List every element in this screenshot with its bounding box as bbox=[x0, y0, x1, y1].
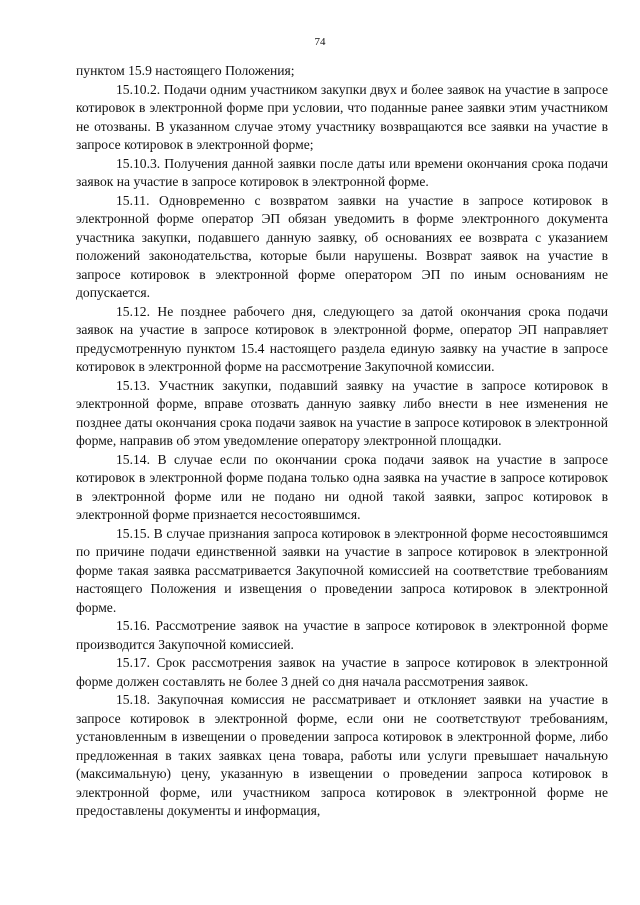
document-body bbox=[76, 62, 608, 821]
paragraph-15-12: 15.12. Не позднее рабочего дня, следующего за датой окончания срока подачи заявок на участие в запросе котировок в электронной форме, оператор ЭП направляет предусмотренную пунктом 15.4 настоящего раздела единую заявку на участие в запросе котировок в электронной форме на рассмотрение Закупочной комиссии. bbox=[76, 303, 608, 374]
page-number: 74 bbox=[314, 36, 326, 48]
paragraph-15-18: 15.18. Закупочная комиссия не рассматривает и отклоняет заявки на участие в запросе котировок в электронной форме, если они не соответствуют требованиям, установленным в извещении о проведении запроса котировок в электронной форме, либо предложенная в таких заявках цена товара, работы или услуги превышает начальную (максимальную) цену, указанную в извещении о проведении запроса котировок в электронной форме, или участником запроса котировок в электронной форме не предоставлены документы и информация, bbox=[76, 692, 608, 818]
paragraph-15-9-continuation: пунктом 15.9 настоящего Положения; bbox=[76, 63, 295, 78]
paragraph-15-13: 15.13. Участник закупки, подавший заявку на участие в запросе котировок в электронной форме, вправе отозвать данную заявку либо внести в нее изменения не позднее даты окончания срока подачи заявок на участие в запросе котировок в электронной форме, направив об этом уведомление оператору электронной площадки. bbox=[76, 377, 608, 448]
paragraph-15-16: 15.16. Рассмотрение заявок на участие в запросе котировок в электронной форме производится Закупочной комиссией. bbox=[76, 618, 608, 652]
paragraph-15-11: 15.11. Одновременно с возвратом заявки на участие в запросе котировок в электронной форме оператор ЭП обязан уведомить в форме электронного документа участника закупки, подавшего данную заявку, об основаниях ее возврата с указанием положений законодательства, которые были нарушены. Возврат заявок на участие в запросе котировок в электронной форме оператором ЭП по иным основаниям не допускается. bbox=[76, 192, 608, 300]
paragraph-15-10-3: 15.10.3. Получения данной заявки после даты или времени окончания срока подачи заявок на участие в запросе котировок в электронной форме. bbox=[76, 155, 608, 189]
paragraph-15-17: 15.17. Срок рассмотрения заявок на участие в запросе котировок в электронной форме должен составлять не более 3 дней со дня начала рассмотрения заявок. bbox=[76, 655, 608, 689]
paragraph-15-15: 15.15. В случае признания запроса котировок в электронной форме несостоявшимся по причине подачи единственной заявки на участие в запросе котировок в электронной форме такая заявка рассматривается Закупочной комиссией на соответствие требованиям настоящего Положения и извещения о проведении запроса котировок в электронной форме. bbox=[76, 525, 608, 615]
paragraph-15-10-2: 15.10.2. Подачи одним участником закупки двух и более заявок на участие в запросе котировок в электронной форме при условии, что поданные ранее заявки этим участником не отозваны. В указанном случае этому участнику возвращаются все заявки на участие в запросе котировок в электронной форме; bbox=[76, 81, 608, 152]
paragraph-15-14: 15.14. В случае если по окончании срока подачи заявок на участие в запросе котировок в электронной форме подана только одна заявка на участие в запросе котировок в электронной форме или не подано ни одной такой заявки, запрос котировок в электронной форме признается несостоявшимся. bbox=[76, 451, 608, 522]
